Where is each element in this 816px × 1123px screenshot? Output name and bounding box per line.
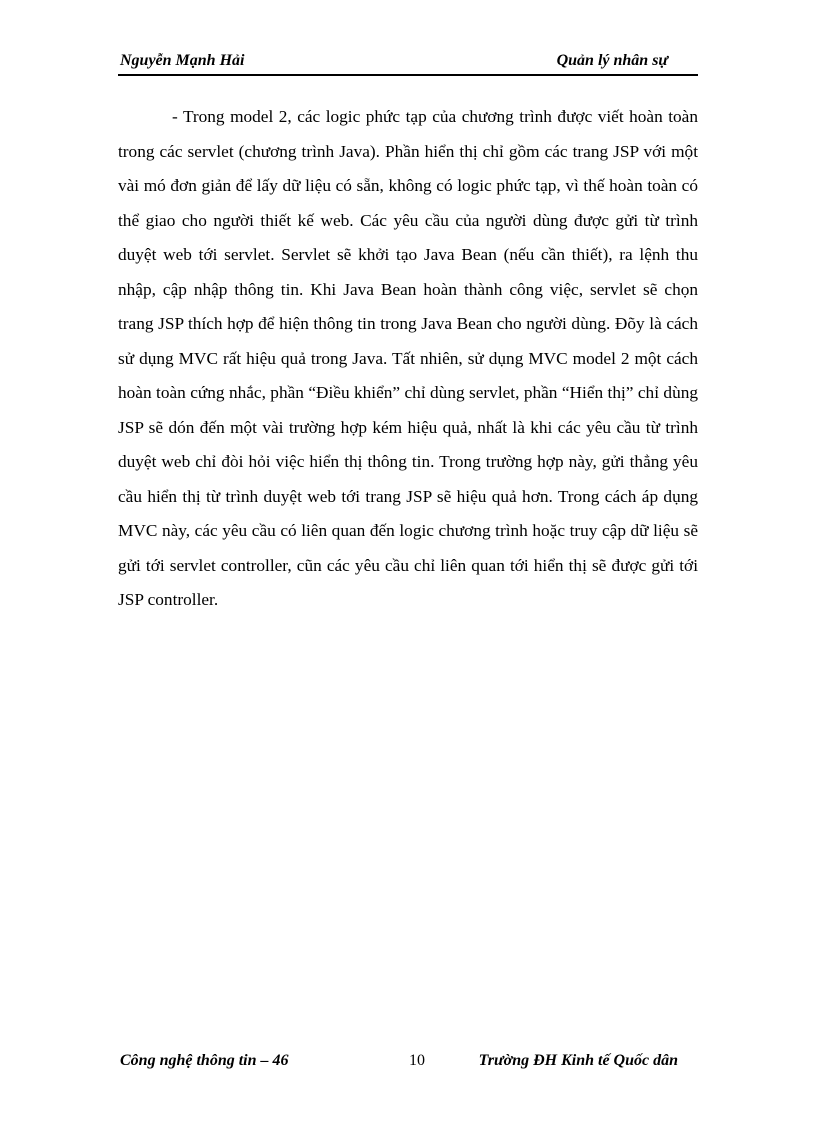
footer-school: Trường ĐH Kinh tế Quốc dân [478, 1052, 678, 1069]
header-topic: Quản lý nhân sự [556, 52, 668, 69]
body-text [118, 100, 698, 618]
body-paragraph: - Trong model 2, các logic phức tạp của chương trình được viết hoàn toàn trong các servlet (chương trình Java). Phần hiển thị chỉ gồm các trang JSP với một vài mó đơn giản để lấy dữ liệu có sẵn, không có logic phức tạp, vì thế hoàn toàn có thể giao cho người thiết kế web. Các yêu cầu của người dùng được gửi từ trình duyệt web tới servlet. Servlet sẽ khởi tạo Java Bean (nếu cần thiết), ra lệnh thu nhập, cập nhập thông tin. Khi Java Bean hoàn thành công việc, servlet sẽ chọn trang JSP thích hợp để hiện thông tin trong Java Bean cho người dùng. Đõy là cách sử dụng MVC rất hiệu quả trong Java. Tất nhiên, sử dụng MVC model 2 một cách hoàn toàn cứng nhắc, phần “Điều khiển” chỉ dùng servlet, phần “Hiển thị” chỉ dùng JSP sẽ dón đến một vài trường hợp kém hiệu quả, nhất là khi các yêu cầu từ trình duyệt web chỉ đòi hỏi việc hiển thị thông tin. Trong trường hợp này, gửi thẳng yêu cầu hiển thị từ trình duyệt web tới trang JSP sẽ hiệu quả hơn. Trong cách áp dụng MVC này, các yêu cầu có liên quan đến logic chương trình hoặc truy cập dữ liệu sẽ gửi tới servlet controller, cũn các yêu cầu chỉ liên quan tới hiển thị sẽ được gửi tới JSP controller. [118, 107, 698, 609]
page-number: 10 [409, 1052, 425, 1069]
header-author: Nguyễn Mạnh Hải [120, 52, 245, 69]
footer-course: Công nghệ thông tin – 46 [120, 1052, 289, 1069]
page-footer [118, 1052, 698, 1076]
page-header [118, 52, 698, 76]
